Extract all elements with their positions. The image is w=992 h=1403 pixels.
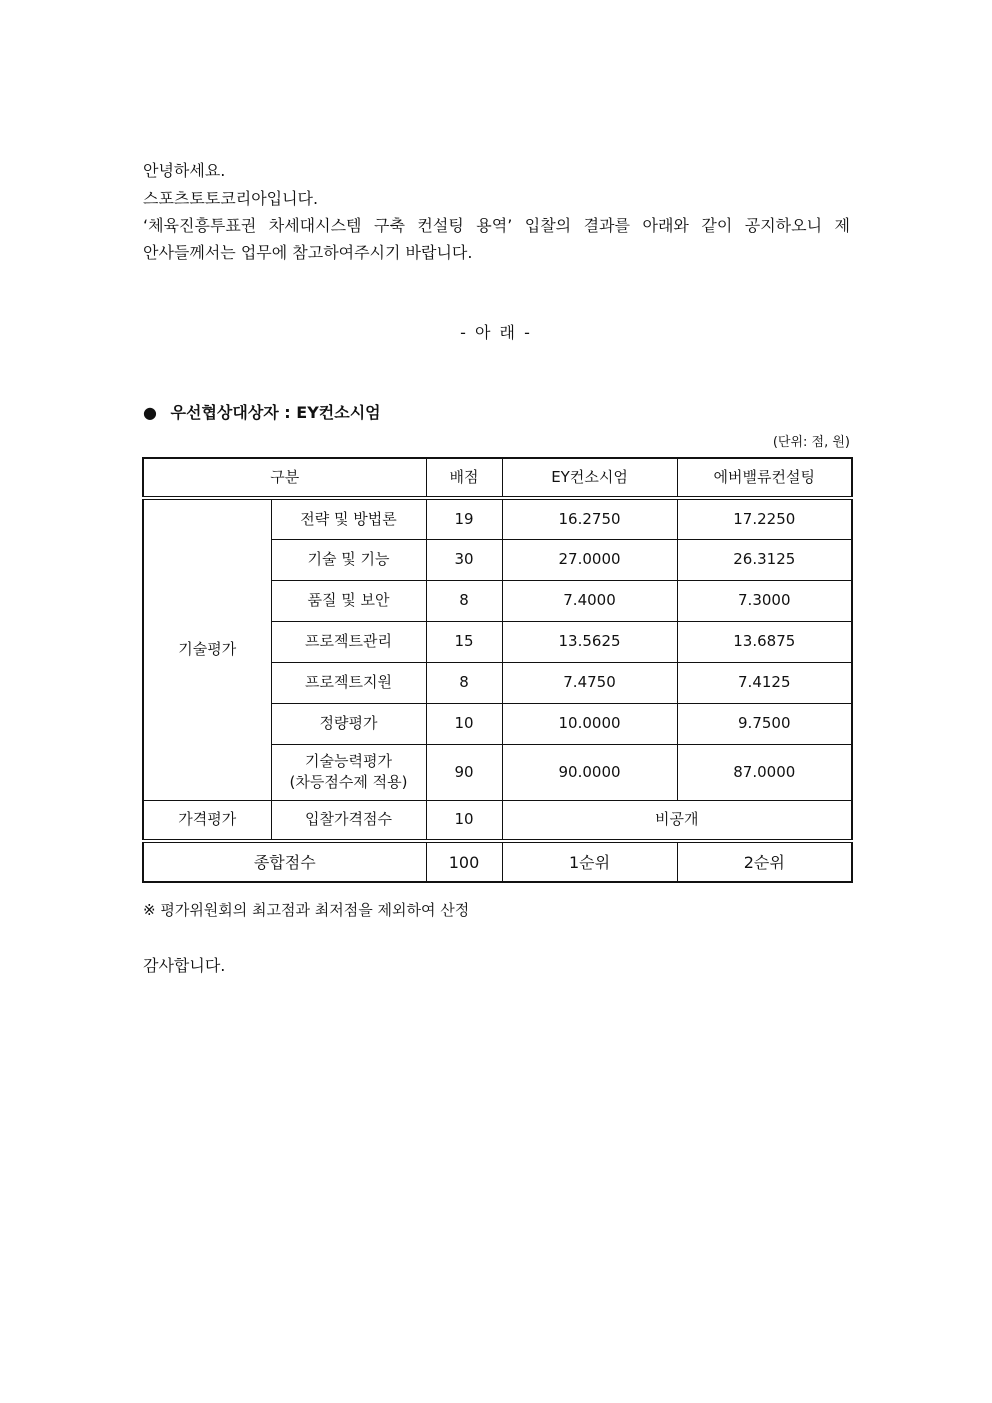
greeting-text: 안녕하세요.: [143, 161, 226, 180]
row-points: 10: [426, 703, 502, 744]
row-points: 30: [426, 539, 502, 580]
tech-eval-group: 기술평가: [143, 498, 271, 800]
row-bidder1: 16.2750: [502, 498, 677, 539]
total-bidder1: 1순위: [502, 841, 677, 882]
evaluation-result-table: [142, 457, 853, 883]
header-bidder1: EY컨소시엄: [502, 458, 677, 498]
row-bidder2: 9.7500: [677, 703, 852, 744]
row-item: 품질 및 보안: [271, 580, 426, 621]
row-item: 전략 및 방법론: [271, 498, 426, 539]
total-points: 100: [426, 841, 502, 882]
table-header-row: [143, 458, 852, 498]
row-item: [271, 744, 426, 800]
sender-text: 스포츠토토코리아입니다.: [143, 189, 319, 208]
total-bidder2: 2순위: [677, 841, 852, 882]
preferred-bidder-label: 우선협상대상자 : EY컨소시엄: [170, 403, 381, 422]
row-bidder1: 10.0000: [502, 703, 677, 744]
total-label: 종합점수: [143, 841, 426, 882]
price-eval-group: 가격평가: [143, 800, 271, 841]
row-item: 정량평가: [271, 703, 426, 744]
row-bidder2: 7.3000: [677, 580, 852, 621]
section-heading: - 아 래 -: [460, 323, 532, 342]
row-points: 15: [426, 621, 502, 662]
row-points: 19: [426, 498, 502, 539]
tech-ability-label: 기술능력평가: [305, 752, 392, 770]
body-text-line1: ‘체육진흥투표권 차세대시스템 구축 컨설팅 용역’ 입찰의 결과를 아래와 같이 공지하오니 제: [143, 216, 850, 235]
row-bidder2: 7.4125: [677, 662, 852, 703]
row-bidder1: 7.4750: [502, 662, 677, 703]
row-bidder2: 17.2250: [677, 498, 852, 539]
row-bidder1: 27.0000: [502, 539, 677, 580]
row-bidder1: 13.5625: [502, 621, 677, 662]
price-value: 비공개: [502, 800, 852, 841]
row-bidder2: 26.3125: [677, 539, 852, 580]
preferred-bidder-title: [143, 400, 381, 423]
row-points: 8: [426, 580, 502, 621]
row-bidder2: 13.6875: [677, 621, 852, 662]
row-points: 10: [426, 800, 502, 841]
header-category: 구분: [143, 458, 426, 498]
footnote: ※ 평가위원회의 최고점과 최저점을 제외하여 산정: [143, 901, 470, 919]
row-item: 입찰가격점수: [271, 800, 426, 841]
tech-ability-sublabel: (차등점수제 적용): [289, 773, 408, 791]
header-bidder2: 에버밸류컨설팅: [677, 458, 852, 498]
row-points: 90: [426, 744, 502, 800]
bullet-icon: ●: [143, 403, 157, 422]
table-row: [143, 498, 852, 539]
row-item: 프로젝트지원: [271, 662, 426, 703]
row-bidder1: 90.0000: [502, 744, 677, 800]
body-text-line2: 안사들께서는 업무에 참고하여주시기 바랍니다.: [143, 243, 473, 262]
row-bidder2: 87.0000: [677, 744, 852, 800]
row-item: 기술 및 기능: [271, 539, 426, 580]
total-row: [143, 841, 852, 882]
unit-label: (단위: 점, 원): [772, 435, 850, 450]
header-points: 배점: [426, 458, 502, 498]
row-item: 프로젝트관리: [271, 621, 426, 662]
table-row: [143, 800, 852, 841]
closing-text: 감사합니다.: [143, 956, 226, 975]
row-points: 8: [426, 662, 502, 703]
row-bidder1: 7.4000: [502, 580, 677, 621]
